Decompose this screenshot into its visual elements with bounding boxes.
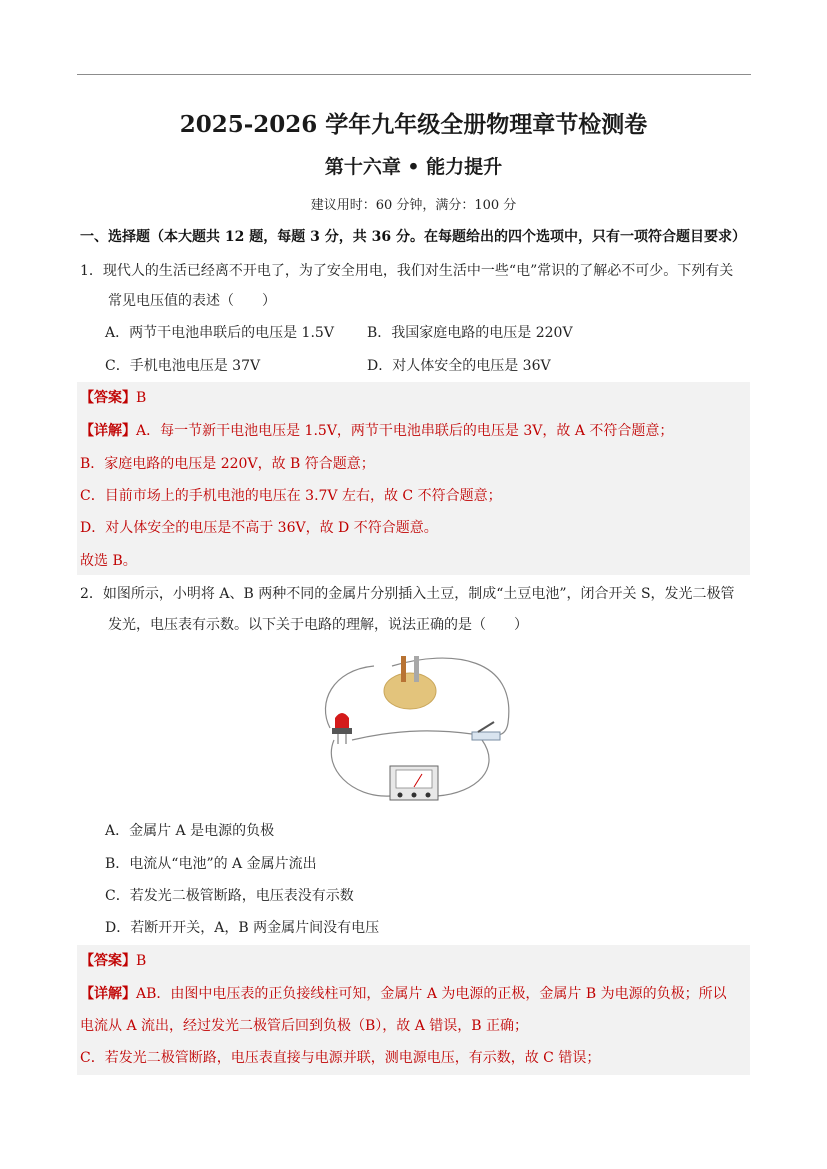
- q2-detail-line2: 电流从 A 流出，经过发光二极管后回到负极（B），故 A 错误，B 正确；: [80, 1018, 529, 1034]
- q1-detail-line1: [80, 422, 673, 440]
- q2-option-d: D．若断开开关，A，B 两金属片间没有电压: [105, 920, 380, 936]
- page-subtitle: 第十六章 • 能力提升: [324, 156, 503, 178]
- wire-led-to-switch: [352, 731, 472, 740]
- answer-value: B: [136, 390, 147, 406]
- switch-lever: [478, 722, 494, 732]
- q1-answer: [80, 389, 146, 407]
- wire-a-to-led: [325, 666, 374, 728]
- metal-plate-b: [414, 656, 419, 682]
- potato-battery-circuit-figure: [312, 648, 517, 808]
- wire-to-voltmeter-right: [437, 740, 489, 796]
- q1-stem-line1: 1．现代人的生活已经离不开电了，为了安全用电，我们对生活中一些“电”常识的了解必不可少。下列有关: [80, 263, 734, 279]
- answer-value: B: [136, 953, 147, 969]
- q2-detail-line3: C．若发光二极管断路，电压表直接与电源并联，测电源电压，有示数，故 C 错误；: [80, 1050, 601, 1066]
- q2-detail-line1: [80, 985, 727, 1003]
- detail-text: A．每一节新干电池电压是 1.5V，两节干电池串联后的电压是 3V，故 A 不符合题意；: [136, 423, 674, 439]
- wire-to-voltmeter-left: [331, 740, 390, 796]
- q2-stem-line2: 发光，电压表有示数。以下关于电路的理解，说法正确的是（ ）: [108, 617, 528, 633]
- q1-option-b: B．我国家庭电路的电压是 220V: [367, 325, 573, 341]
- led-bulb: [335, 713, 349, 728]
- q2-stem-line1: 2．如图所示，小明将 A、B 两种不同的金属片分别插入土豆，制成“土豆电池”，闭合开关 S，发光二极管: [80, 586, 735, 602]
- q1-detail-line5: 故选 B。: [80, 553, 137, 569]
- q2-answer: [80, 952, 146, 970]
- q1-detail-line2: B．家庭电路的电压是 220V，故 B 符合题意；: [80, 456, 375, 472]
- voltmeter-terminal-1: [398, 793, 403, 798]
- voltmeter-terminal-3: [426, 793, 431, 798]
- header-rule: [77, 74, 751, 75]
- q1-answer-block: [77, 382, 750, 575]
- q2-option-a: A．金属片 A 是电源的负极: [105, 823, 275, 839]
- q1-stem-line2: 常见电压值的表述（ ）: [108, 293, 276, 309]
- voltmeter-terminal-2: [412, 793, 417, 798]
- q1-detail-line3: C．目前市场上的手机电池的电压在 3.7V 左右，故 C 不符合题意；: [80, 488, 502, 504]
- q1-option-d: D．对人体安全的电压是 36V: [367, 358, 551, 374]
- answer-tag: 【答案】: [80, 390, 136, 406]
- q1-option-a: A．两节干电池串联后的电压是 1.5V: [105, 325, 334, 341]
- q2-option-b: B．电流从“电池”的 A 金属片流出: [105, 856, 317, 872]
- voltmeter-dial: [396, 770, 432, 788]
- exam-meta: 建议用时：60 分钟，满分：100 分: [310, 198, 517, 213]
- q1-detail-line4: D．对人体安全的电压是不高于 36V，故 D 不符合题意。: [80, 520, 438, 536]
- switch-base: [472, 732, 500, 740]
- q2-option-c: C．若发光二极管断路，电压表没有示数: [105, 888, 354, 904]
- answer-tag: 【答案】: [80, 953, 136, 969]
- q1-option-c: C．手机电池电压是 37V: [105, 358, 261, 374]
- section-heading: 一、选择题（本大题共 12 题，每题 3 分，共 36 分。在每题给出的四个选项中，只有一项符合题目要求）: [80, 229, 746, 245]
- page-title: 2025-2026 学年九年级全册物理章节检测卷: [179, 111, 648, 138]
- potato-shape: [384, 673, 436, 709]
- led-base: [332, 728, 352, 734]
- detail-tag: 【详解】: [80, 986, 136, 1002]
- detail-tag: 【详解】: [80, 423, 136, 439]
- detail-text: AB．由图中电压表的正负接线柱可知，金属片 A 为电源的正极，金属片 B 为电源的负极；所以: [136, 986, 727, 1002]
- metal-plate-a: [401, 656, 406, 682]
